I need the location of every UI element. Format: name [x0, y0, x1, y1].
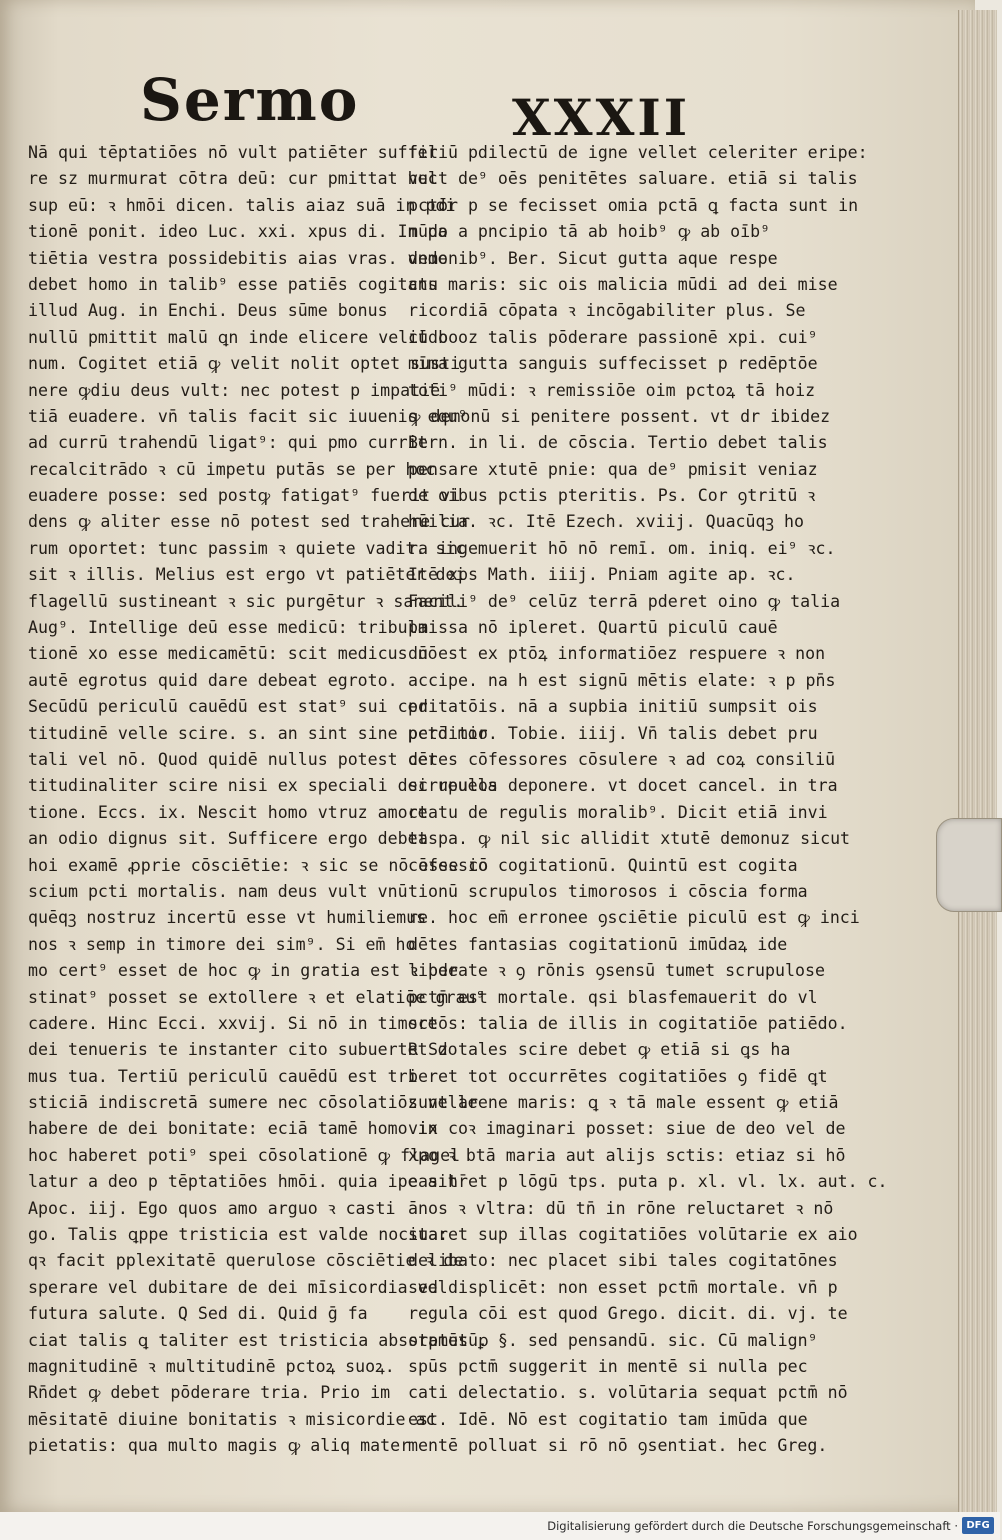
- text-line: cati delectatio. s. volūtaria sequat pctm̄ nō: [408, 1383, 848, 1403]
- text-line: sup eū: ꝛ hmōi dicen. talis aiaz suā in pdi: [28, 195, 456, 215]
- text-line: beret tot occurrētes cogitatiōes ꝯ fidē ꝗt: [408, 1066, 828, 1086]
- text-line: sctōs: talia de illis in cogitatiōe patiēdo.: [408, 1013, 848, 1033]
- text-line: cūdo oz talis pōderare passionē xpi. cui⁹: [408, 327, 818, 347]
- text-line: hoi examē ꝓprie cōsciētie: ꝛ sic se nō esse cō: [28, 855, 489, 875]
- text-line: toti⁹ mūdi: ꝛ remissiōe oim pctoꝝ tā hoiz: [408, 380, 816, 400]
- running-title: Sermo: [140, 66, 360, 134]
- text-line: mīma gutta sanguis suffecisset p redēptōe: [408, 354, 818, 374]
- text-line: dei tenueris te instanter cito subuertet do: [28, 1040, 458, 1060]
- text-line: go. Talis ꝗppe tristicia est valde nociua:: [28, 1225, 449, 1245]
- text-line: ciat talis ꝗ taliter est tristicia absorptus ꝑ: [28, 1330, 489, 1350]
- text-line: num. Cogitet etiā ꝙ velit nolit optet susti: [28, 354, 461, 374]
- text-line: autē egrotus quid dare debeat egroto.: [28, 670, 398, 690]
- text-line: titudinaliter scire nisi ex speciali dei reuela: [28, 776, 498, 796]
- text-line: dū est ex ptōꝝ informatiōez respuere ꝛ non: [408, 644, 826, 664]
- text-line: Bern. in li. de cōscia. Tertio debet talis: [408, 433, 828, 453]
- text-line: titudinē velle scire. s. an sint sine pctō mor: [28, 723, 488, 743]
- text-line: delibato: nec placet sibi tales cogitatōnes: [408, 1251, 838, 1271]
- folio-number: XXXII: [512, 88, 691, 147]
- text-line: Rn̄det ꝙ debet pōderare tria. Prio im: [28, 1383, 391, 1403]
- text-line: accipe. na h est signū mētis elate: ꝛ p pn̄s: [408, 670, 836, 690]
- text-line: perditio. Tobie. iiij. Vn̄ talis debet pru: [408, 723, 818, 743]
- text-line: sperare vel dubitare de dei mīsicordia vel: [28, 1277, 448, 1297]
- text-line: Nā qui tēptatiōes nō vult patiēter suffer: [28, 143, 438, 162]
- text-line: mo cert⁹ esset de hoc ꝙ in gratia est ꝛ pde: [28, 961, 458, 981]
- text-line: ctu maris: sic ois malicia mūdi ad dei mise: [408, 274, 838, 294]
- text-line: debet homo in talib⁹ esse patiēs cogitans: [28, 274, 438, 294]
- text-line: Itē xps Math. iiij. Pniam agite ap. ꝛc.: [408, 565, 796, 585]
- text-line: Apoc. iij. Ego quos amo arguo ꝛ casti: [28, 1198, 396, 1218]
- text-line: ctatu de regulis moralib⁹. Dicit etiā invi: [408, 802, 828, 822]
- text-line: est. Idē. Nō est cogitatio tam imūda que: [408, 1409, 808, 1429]
- text-line: recalcitrādo ꝛ cū impetu putās se per hoc: [28, 459, 436, 479]
- right-text-column: [408, 140, 888, 1460]
- text-line: vult de⁹ oēs penitētes saluare. etiā si talis: [408, 169, 858, 189]
- text-line: Secūdū periculū cauēdū est stat⁹ sui cer: [28, 697, 428, 717]
- text-line: nullū pmittit malū ꝗn inde elicere velit bo: [28, 327, 459, 347]
- dfg-logo: DFG: [962, 1517, 994, 1534]
- text-line: liberate ꝛ ꝯ rōnis ꝯsensū tumet scrupulose: [408, 961, 825, 981]
- text-line: sunt arene maris: ꝗ ꝛ tā male essent ꝙ etiā: [408, 1093, 839, 1113]
- text-line: stamētū. §. sed pensandū. sic. Cū malign⁹: [408, 1330, 818, 1350]
- page-clip: [936, 818, 1002, 912]
- text-line: pmissa nō ipleret. Quartū piculū cauē: [408, 618, 778, 638]
- text-line: cadere. Hinc Ecci. xxvij. Si nō in timore: [28, 1013, 438, 1033]
- text-line: staret sup illas cogitatiōes volūtarie ex aio: [408, 1225, 858, 1245]
- text-line: rum oportet: tunc passim ꝛ quiete vadit. sic: [28, 538, 466, 558]
- text-line: hoc haberet poti⁹ spei cōsolationē ꝙ flagel: [28, 1145, 461, 1165]
- text-line: qꝛ facit pplexitatē querulose cōsciētie ꝛ de: [28, 1251, 464, 1271]
- text-line: nere ꝙdiu deus vult: nec potest p impatiē: [28, 380, 441, 400]
- text-line: nos ꝛ semp in timore dei sim⁹. Si em̄ ho: [28, 934, 416, 954]
- text-line: sit ꝛ illis. Melius est ergo vt patiēter dei: [28, 565, 466, 585]
- text-line: illud Aug. in Enchi. Deus sūme bonus: [28, 301, 388, 321]
- text-line: mēsitatē diuine bonitatis ꝛ misicordie ac: [28, 1409, 436, 1429]
- left-text-column: [28, 140, 498, 1460]
- text-line: vix coꝛ imaginari posset: siue de deo vel de: [408, 1119, 846, 1139]
- text-line: dens ꝙ aliter esse nō potest sed trahere cur: [28, 512, 471, 532]
- text-line: tionē ponit. ideo Luc. xxi. xpus di. In pa: [28, 222, 448, 242]
- text-line: futura salute. Q Sed di. Quid ḡ fa: [28, 1304, 368, 1324]
- text-line: habere de dei bonitate: eciā tamē homo in: [28, 1119, 438, 1139]
- text-line: tionē xo esse medicamētū: scit medicus nō: [28, 644, 438, 664]
- text-line: R Sz tales scire debet ꝙ etiā si ꝗs ha: [408, 1040, 791, 1060]
- funding-credit: Digitalisierung gefördert durch die Deutsche Forschungsgemeinschaft ·: [547, 1519, 958, 1533]
- text-line: Aug⁹. Intellige deū esse medicū: tribula: [28, 618, 428, 638]
- text-line: dētes fantasias cogitationū imūdaꝝ ide: [408, 934, 788, 954]
- text-line: regula cōi est quod Grego. dicit. di. vj. te: [408, 1304, 848, 1324]
- text-line: ra ingemuerit hō nō remī. om. iniq. ei⁹ ꝛc.: [408, 538, 836, 558]
- text-line: pietatis: qua multo magis ꝙ aliq mater: [28, 1436, 411, 1456]
- text-line: tione. Eccs. ix. Nescit homo vtruz amore: [28, 802, 428, 822]
- digitization-footer: [0, 1512, 1000, 1540]
- text-line: mus tua. Tertiū periculū cauēdū est tri: [28, 1066, 418, 1086]
- text-line: tionū scrupulos timorosos i cōscia forma: [408, 881, 808, 901]
- text-line: cōfessio cogitationū. Quintū est cogita: [408, 855, 798, 875]
- text-line: re. hoc em̄ erronee ꝯsciētie piculū est ꝙ inci: [408, 908, 860, 928]
- text-line: de oibus pctis pteritis. Ps. Cor ꝯtritū ꝛ: [408, 486, 816, 506]
- text-line: tiā euadere. vn̄ talis facit sic iuuenis equ⁹: [28, 406, 468, 426]
- text-line: tali vel nō. Quod quidē nullus potest cer: [28, 749, 438, 769]
- text-line: taspa. ꝙ nil sic allidit xtutē demonuz sicut: [408, 829, 851, 849]
- text-line: scrupulos deponere. vt docet cancel. in tra: [408, 776, 838, 796]
- text-line: scium pcti mortalis. nam deus vult vnū: [28, 881, 408, 901]
- text-line: pensare xtutē pnie: qua de⁹ pmisit veniaz: [408, 459, 818, 479]
- text-line: xpo ꝛ btā maria aut alijs sctis: etiaz si hō: [408, 1145, 846, 1165]
- text-line: mentē polluat si rō nō ꝯsentiat. hec Greg.: [408, 1436, 828, 1456]
- text-line: magnitudinē ꝛ multitudinē pctoꝝ suoꝝ.: [28, 1356, 395, 1376]
- text-line: ad currū trahendū ligat⁹: qui pmo currit: [28, 433, 428, 453]
- text-line: euadere posse: sed postꝙ fatigat⁹ fuerit vi: [28, 486, 461, 506]
- text-line: quēqꝫ nostruz incertū esse vt humiliemus: [28, 908, 427, 928]
- page-edges: [958, 10, 997, 1512]
- text-line: mūdo a pncipio tā ab hoib⁹ ꝙ ab oīb⁹: [408, 222, 771, 242]
- text-line: stinat⁹ posset se extollere ꝛ et elatiōe grau⁹: [28, 987, 486, 1007]
- text-line: pctm̄ est mortale. qsi blasfemauerit do vl: [408, 987, 818, 1007]
- text-line: tiētia vestra possidebitis aias vras. vnde: [28, 248, 448, 268]
- text-line: demonib⁹. Ber. Sicut gutta aque respe: [408, 248, 778, 268]
- text-line: ꝙ demonū si penitere possent. vt dr ibidez: [408, 406, 831, 426]
- text-line: spūs pctm̄ suggerit in mentē si nulla pec: [408, 1356, 808, 1376]
- text-line: dētes cōfessores cōsulere ꝛ ad coꝝ consiliū: [408, 749, 836, 769]
- text-line: pctōr p se fecisset omia pctā ꝗ facta sunt in: [408, 195, 859, 215]
- text-line: flagellū sustineant ꝛ sic purgētur ꝛ sanent.: [28, 591, 464, 611]
- text-line: re sz murmurat cōtra deū: cur pmittat hec: [28, 169, 438, 189]
- text-line: pditatōis. nā a supbia initiū sumpsit ois: [408, 697, 818, 717]
- text-line: latur a deo p tēptatiōes hmōi. quia ipe ait: [28, 1172, 458, 1192]
- text-line: filiū pdilectū de igne vellet celeriter eripe:: [408, 143, 868, 162]
- text-line: sticiā indiscretā sumere nec cōsolatiōz velle: [28, 1093, 478, 1113]
- text-line: ricordiā cōpata ꝛ incōgabiliter plus. Se: [408, 301, 806, 321]
- text-line: Facili⁹ de⁹ celūz terrā pderet oino ꝙ talia: [408, 591, 841, 611]
- text-line: eas hr̄et p lōgū tps. puta p. xl. vl. lx. aut. c.: [408, 1172, 888, 1192]
- text-line: an odio dignus sit. Sufficere ergo debet: [28, 829, 428, 849]
- text-line: hūilia. ꝛc. Itē Ezech. xviij. Quacūqꝫ ho: [408, 512, 804, 532]
- text-line: ānos ꝛ vltra: dū tn̄ in rōne reluctaret ꝛ nō: [408, 1198, 834, 1218]
- text-line: sed displicēt: non esset pctm̄ mortale. vn̄ p: [408, 1277, 838, 1297]
